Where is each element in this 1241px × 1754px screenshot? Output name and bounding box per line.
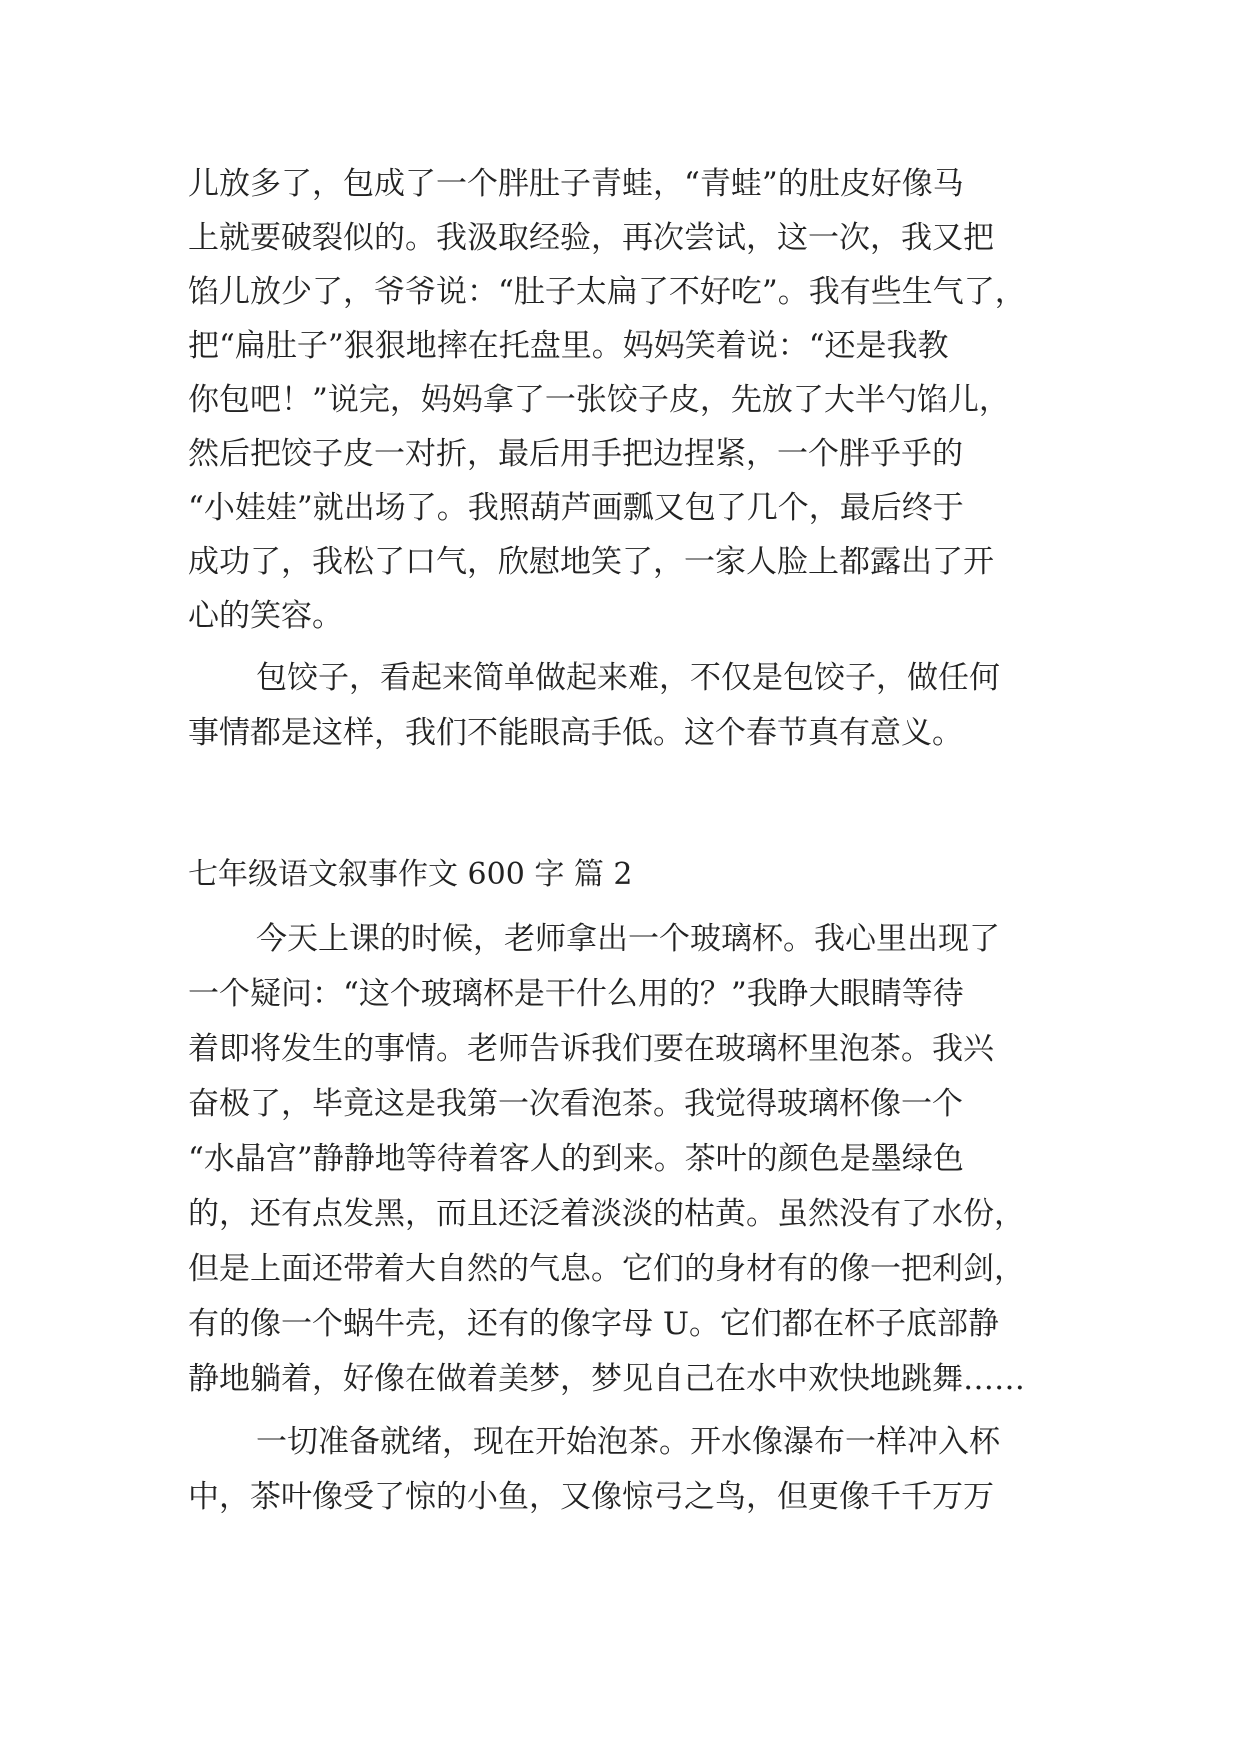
text-line: “水晶宫”静静地等待着客人的到来。茶叶的颜色是墨绿色 bbox=[188, 1141, 964, 1177]
text-line: 中，茶叶像受了惊的小鱼，又像惊弓之鸟，但更像千千万万 bbox=[188, 1479, 994, 1515]
text-line: 奋极了，毕竟这是我第一次看泡茶。我觉得玻璃杯像一个 bbox=[188, 1086, 963, 1122]
text-line: 着即将发生的事情。老师告诉我们要在玻璃杯里泡茶。我兴 bbox=[188, 1031, 994, 1067]
text-line: 一切准备就绪，现在开始泡茶。开水像瀑布一样冲入杯 bbox=[256, 1424, 1000, 1460]
text-line: 今天上课的时候，老师拿出一个玻璃杯。我心里出现了 bbox=[256, 921, 1000, 957]
text-line: 但是上面还带着大自然的气息。它们的身材有的像一把利剑， bbox=[188, 1251, 1025, 1287]
text-line: 心的笑容。 bbox=[188, 598, 343, 634]
text-line: 一个疑问：“这个玻璃杯是干什么用的？”我睁大眼睛等待 bbox=[188, 976, 964, 1012]
section-heading: 七年级语文叙事作文 600 字 篇 2 bbox=[188, 857, 633, 892]
text-line: 把“扁肚子”狠狠地摔在托盘里。妈妈笑着说：“还是我教 bbox=[188, 328, 949, 364]
text-line: 包饺子，看起来简单做起来难，不仅是包饺子，做任何 bbox=[256, 660, 1000, 696]
text-line: 事情都是这样，我们不能眼高手低。这个春节真有意义。 bbox=[188, 715, 963, 751]
text-line: 的，还有点发黑，而且还泛着淡淡的枯黄。虽然没有了水份， bbox=[188, 1196, 1025, 1232]
text-line: 然后把饺子皮一对折，最后用手把边捏紧，一个胖乎乎的 bbox=[188, 436, 963, 472]
text-line: 上就要破裂似的。我汲取经验，再次尝试，这一次，我又把 bbox=[188, 220, 994, 256]
text-line: 你包吧！”说完，妈妈拿了一张饺子皮，先放了大半勺馅儿， bbox=[188, 382, 1010, 418]
text-line: 成功了，我松了口气，欣慰地笑了，一家人脸上都露出了开 bbox=[188, 544, 994, 580]
text-line: 静地躺着，好像在做着美梦，梦见自己在水中欢快地跳舞…… bbox=[188, 1361, 1025, 1397]
text-line: 儿放多了，包成了一个胖肚子青蛙，“青蛙”的肚皮好像马 bbox=[188, 166, 964, 202]
text-line: 馅儿放少了，爷爷说：“肚子太扁了不好吃”。我有些生气了， bbox=[188, 274, 1026, 310]
text-line: 有的像一个蜗牛壳，还有的像字母 U。它们都在杯子底部静 bbox=[188, 1306, 999, 1342]
text-line: “小娃娃”就出场了。我照葫芦画瓢又包了几个，最后终于 bbox=[188, 490, 964, 526]
